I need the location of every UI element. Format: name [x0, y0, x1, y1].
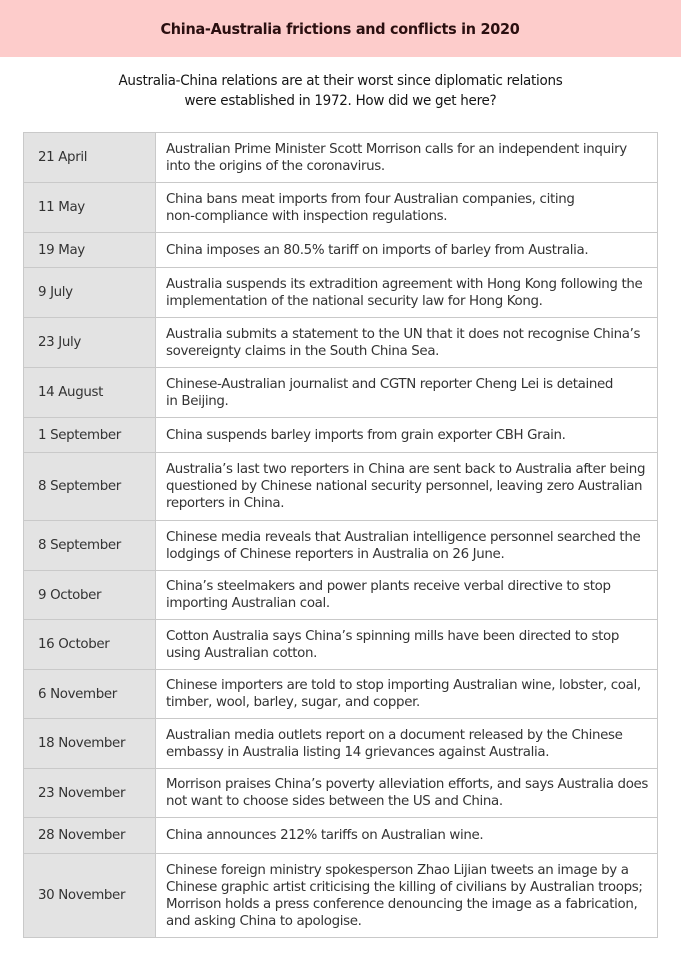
table-row — [24, 521, 658, 571]
event-date: 11 May — [24, 183, 156, 233]
event-date: 28 November — [24, 818, 156, 854]
event-description: Australia’s last two reporters in China are sent back to Australia after being questioned by Chinese national security personnel, leaving zero Australian reporters in China. — [156, 453, 658, 521]
event-date: 23 July — [24, 318, 156, 368]
event-description: Cotton Australia says China’s spinning mills have been directed to stop using Australian cotton. — [156, 620, 658, 670]
table-row — [24, 368, 658, 418]
event-description: China imposes an 80.5% tariff on imports of barley from Australia. — [156, 233, 658, 268]
table-row — [24, 318, 658, 368]
table-row — [24, 418, 658, 453]
table-row — [24, 133, 658, 183]
timeline-table — [23, 132, 658, 938]
table-row — [24, 453, 658, 521]
event-text: Chinese-Australian journalist and CGTN reporter Cheng Lei is detained in Beijing. — [166, 376, 614, 409]
event-description: Australian Prime Minister Scott Morrison calls for an independent inquiry into the origins of the coronavirus. — [156, 133, 658, 183]
table-row — [24, 854, 658, 938]
subtitle-line-1: Australia-China relations are at their worst since diplomatic relations — [118, 73, 563, 89]
event-text: China’s steelmakers and power plants receive verbal directive to stop importing Australian coal. — [166, 579, 611, 611]
header-band — [0, 0, 681, 57]
subtitle-line-2: were established in 1972. How did we get here? — [184, 92, 497, 109]
event-date: 19 May — [24, 233, 156, 268]
event-date: 30 November — [24, 854, 156, 938]
event-description: Morrison praises China’s poverty alleviation efforts, and says Australia does not want to choose sides between the US and China. — [156, 769, 658, 818]
event-description — [156, 368, 658, 418]
table-row — [24, 571, 658, 620]
table-row — [24, 818, 658, 854]
page-title: China-Australia frictions and conflicts in 2020 — [160, 19, 521, 38]
event-date: 16 October — [24, 620, 156, 670]
event-date: 21 April — [24, 133, 156, 183]
event-description: Australia suspends its extradition agreement with Hong Kong following the implementation of the national security law for Hong Kong. — [156, 268, 658, 318]
table-row — [24, 268, 658, 318]
table-row — [24, 670, 658, 719]
event-description: China announces 212% tariffs on Australian wine. — [156, 818, 658, 854]
table-row — [24, 620, 658, 670]
event-date: 8 September — [24, 453, 156, 521]
event-date: 6 November — [24, 670, 156, 719]
table-row — [24, 719, 658, 769]
table-row — [24, 769, 658, 818]
table-row — [24, 183, 658, 233]
event-date: 8 September — [24, 521, 156, 571]
event-description: Australia submits a statement to the UN that it does not recognise China’s sovereignty claims in the South China Sea. — [156, 318, 658, 368]
event-description — [156, 571, 658, 620]
event-description: Chinese importers are told to stop importing Australian wine, lobster, coal, timber, wool, barley, sugar, and copper. — [156, 670, 658, 719]
event-description: Australian media outlets report on a document released by the Chinese embassy in Australia listing 14 grievances against Australia. — [156, 719, 658, 769]
event-description: Chinese media reveals that Australian intelligence personnel searched the lodgings of Chinese reporters in Australia on 26 June. — [156, 521, 658, 571]
event-date: 18 November — [24, 719, 156, 769]
event-date: 14 August — [24, 368, 156, 418]
event-date: 9 October — [24, 571, 156, 620]
event-description: China suspends barley imports from grain exporter CBH Grain. — [156, 418, 658, 453]
event-date: 9 July — [24, 268, 156, 318]
table-row — [24, 233, 658, 268]
event-description — [156, 183, 658, 233]
event-text: China bans meat imports from four Australian companies, citing non-compliance with inspection regulations. — [166, 191, 575, 224]
event-date: 23 November — [24, 769, 156, 818]
event-description: Chinese foreign ministry spokesperson Zhao Lijian tweets an image by a Chinese graphic artist criticising the killing of civilians by Australian troops; Morrison holds a press conference denouncing the image as a fabrication, and asking China to apologise. — [156, 854, 658, 938]
timeline-body — [24, 133, 658, 938]
subtitle — [0, 72, 681, 111]
event-date: 1 September — [24, 418, 156, 453]
